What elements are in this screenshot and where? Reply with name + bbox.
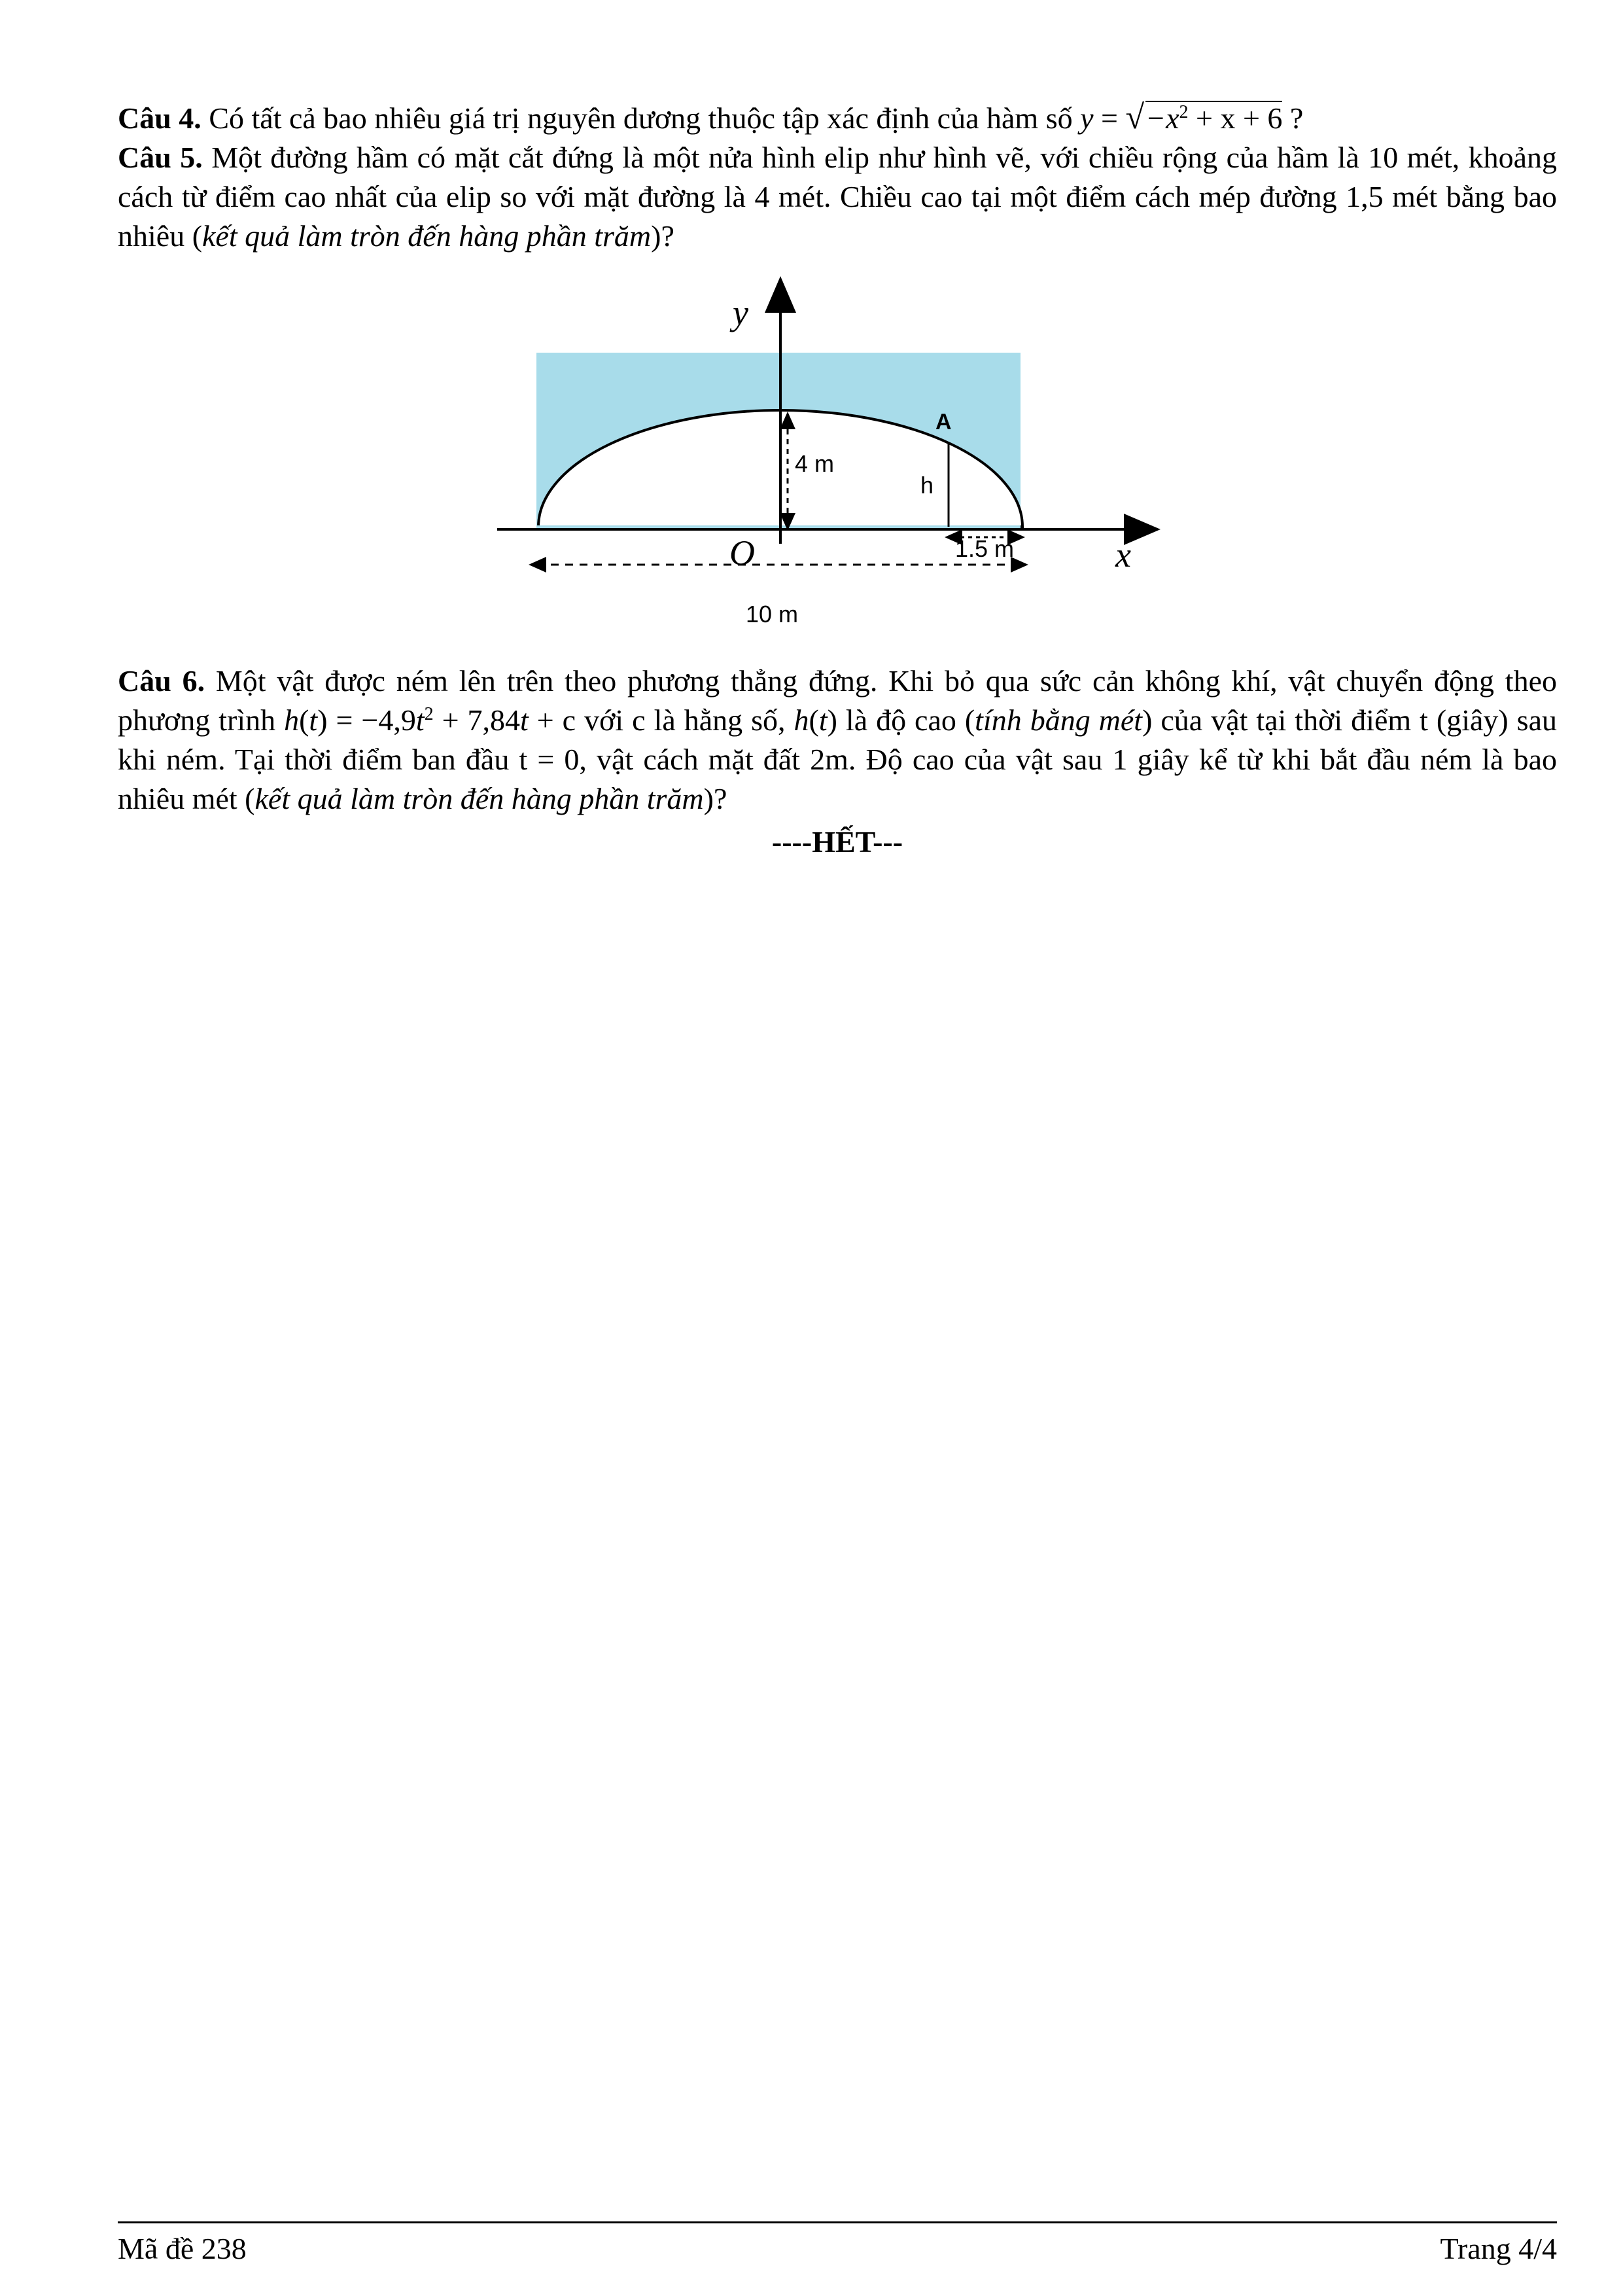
question-6-equation: $h(t) = -4,9t^2 + 7,84t + c$	[284, 703, 576, 737]
question-6: Câu 6. Một vật được ném lên trên theo phương thẳng đứng. Khi bỏ qua sức cản không khí, vật chuyển động theo phương trình $h(t) = -4,9t^2 + 7,84t + c$ với c là hằng số, h(t) là độ cao (tính bằng mét) của vật tại thời điểm t (giây) sau khi ném. Tại thời điểm ban đầu t = 0, vật cách mặt đất 2m. Độ cao của vật sau 1 giây kể từ khi bắt đầu ném là bao nhiêu mét (kết quả làm tròn đến hàng phần trăm)?	[118, 664, 1558, 815]
radicand: $-x^2 + x + 6$	[1145, 101, 1283, 135]
page-number: Trang 4/4	[1440, 2232, 1557, 2265]
exam-code: Mã đề 238	[118, 2232, 247, 2265]
offset-label: 1.5 m	[955, 535, 1015, 562]
question-4-label: Câu 4.	[118, 101, 201, 135]
question-5-label: Câu 5.	[118, 141, 203, 174]
exam-page	[118, 98, 1557, 862]
question-5-text: Một đường hầm có mặt cắt đứng là một nửa hình elip như hình vẽ, với chiều rộng của hầm là 10 mét, khoảng cách từ điểm cao nhất của elip so với mặt đường là 4 mét. Chiều cao tại một điểm cách mép đường 1,5 mét bằng bao nhiêu (	[118, 141, 1557, 253]
height-label: 4 m	[795, 450, 835, 477]
sqrt-sign: √	[1125, 99, 1145, 136]
question-6-label: Câu 6.	[118, 664, 205, 698]
end-mark: ----HẾT---	[771, 825, 903, 858]
question-5: Câu 5. Một đường hầm có mặt cắt đứng là một nửa hình elip như hình vẽ, với chiều rộng của hầm là 10 mét, khoảng cách từ điểm cao nhất của elip so với mặt đường là 4 mét. Chiều cao tại một điểm cách mép đường 1,5 mét bằng bao nhiêu (kết quả làm tròn đến hàng phần trăm)?	[118, 141, 1557, 253]
origin-label: O	[729, 533, 755, 573]
width-label: 10 m	[746, 601, 799, 627]
footer-divider	[118, 2221, 1557, 2223]
h-label: h	[920, 472, 934, 499]
question-4-text: Có tất cả bao nhiêu giá trị nguyên dương thuộc tập xác định của hàm số	[201, 101, 1081, 135]
y-axis-label: y	[733, 293, 748, 332]
question-4-formula: $y = √-x^2 + x + 6$	[1080, 99, 1283, 136]
tunnel-figure	[118, 269, 1308, 655]
tunnel-diagram	[118, 269, 1308, 655]
point-a-label: A	[935, 410, 952, 434]
question-4: Câu 4. Có tất cả bao nhiêu giá trị nguyên dương thuộc tập xác định của hàm số $y = √-x^2 + x + 6$ ?	[118, 99, 1304, 136]
x-axis-label: x	[1115, 535, 1131, 574]
